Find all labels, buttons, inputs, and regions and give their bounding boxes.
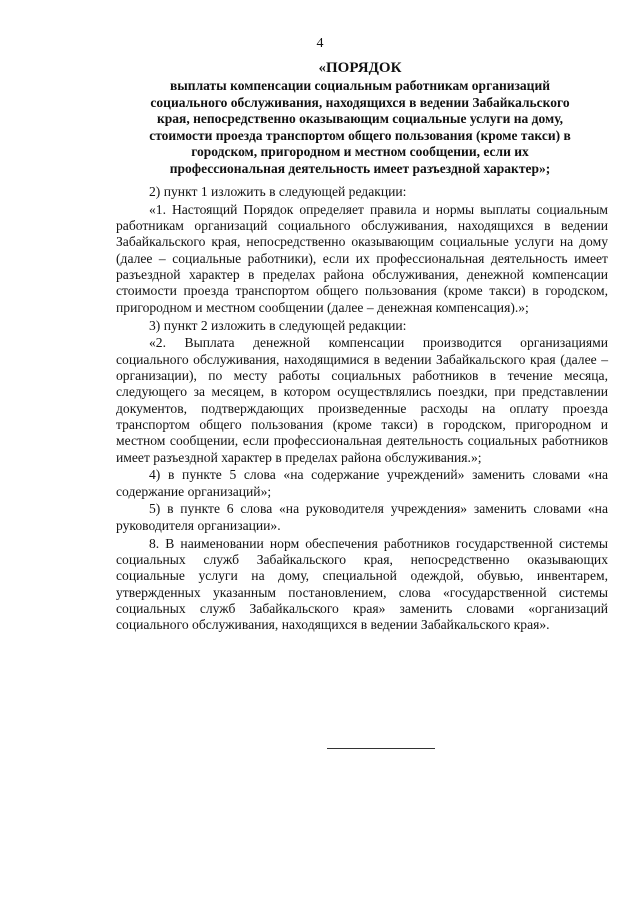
title-line: профессиональная деятельность имеет разъездной характер»;: [169, 160, 551, 176]
amendment-item-5: 5) в пункте 6 слова «на руководителя учреждения» заменить словами «на руководителя организации».: [116, 501, 608, 533]
clause-1-text: «1. Настоящий Порядок определяет правила и нормы выплаты социальным работникам организаций социального обслуживания, находящихся в ведении Забайкальского края, непосредственно оказывающим социальные услуги на дому (далее – социальные работники), если их профессиональная деятельность имеет разъездной характер в пределах района обслуживания, денежной компенсации стоимости проезда транспортом общего пользования (кроме такси) в городском, пригородном и местном сообщении (далее – денежная компенсация).»;: [116, 201, 608, 315]
document-body: [116, 184, 608, 635]
title-line: края, непосредственно оказывающим социальные услуги на дому,: [157, 111, 563, 127]
title-line: городском, пригородном и местном сообщении, если их: [191, 144, 529, 160]
section-8-text: 8. В наименовании норм обеспечения работников государственной системы социальных служб Забайкальского края, непосредственно оказывающих социальные услуги на дому, специальной одеждой, обувью, инвентарем, утвержденных указанным постановлением, слова «государственной системы социальных служб Забайкальского края» заменить словами «организаций социального обслуживания, находящихся в ведении Забайкальского края».: [116, 535, 608, 633]
amendment-item-2: 2) пункт 1 изложить в следующей редакции:: [149, 184, 407, 199]
closing-line-divider: [327, 748, 435, 749]
clause-2-text: «2. Выплата денежной компенсации производится организациями социального обслуживания, находящимися в ведении Забайкальского края (далее – организации), по месту работы социальных работников в течение месяца, следующего за месяцем, в котором осуществлялись поездки, при представлении документов, подтверждающих произведенные расходы на оплату проезда транспортом общего пользования (кроме такси) в городском, пригородном и местном сообщении, если профессиональная деятельность социальных работников имеет разъездной характер в пределах района обслуживания.»;: [116, 335, 608, 465]
title-line: социального обслуживания, находящихся в ведении Забайкальского: [150, 94, 570, 110]
document-title: [125, 58, 595, 178]
page-number: 4: [316, 36, 324, 51]
title-line: выплаты компенсации социальным работникам организаций: [169, 78, 551, 93]
title-heading: «ПОРЯДОК: [318, 60, 402, 76]
amendment-item-4: 4) в пункте 5 слова «на содержание учреждений» заменить словами «на содержание организаций»;: [116, 467, 608, 499]
title-line: стоимости проезда транспортом общего пользования (кроме такси) в: [149, 127, 571, 143]
amendment-item-3: 3) пункт 2 изложить в следующей редакции:: [149, 317, 407, 333]
